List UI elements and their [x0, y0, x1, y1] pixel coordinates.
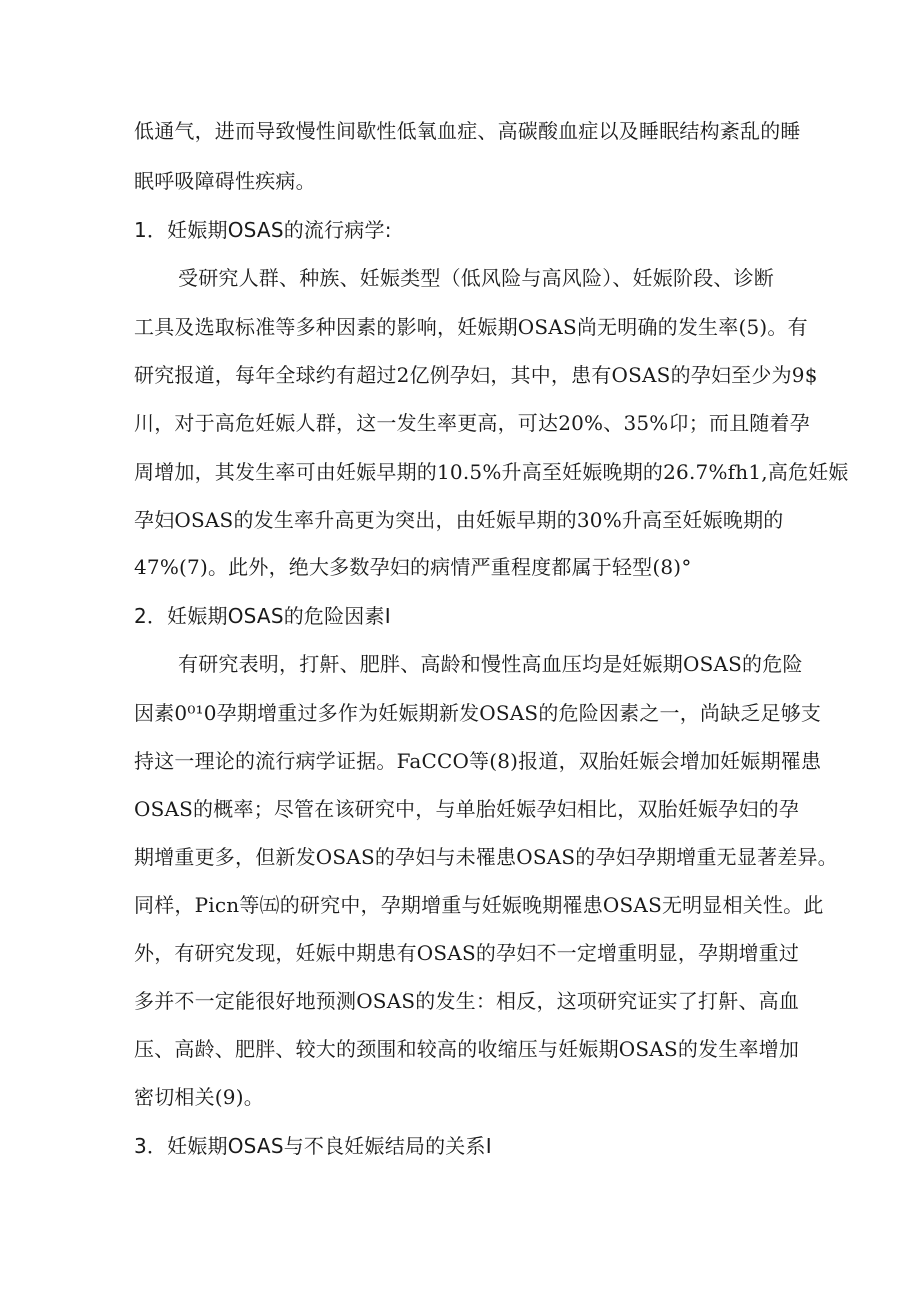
section-2-line-2: 因素0⁰¹0孕期增重过多作为妊娠期新发OSAS的危险因素之一，尚缺乏足够支	[134, 701, 822, 725]
section-1-line-6: 孕妇OSAS的发生率升高更为突出，由妊娠早期的30%升高至妊娠晚期的	[134, 508, 784, 532]
section-2-line-1: 有研究表明，打鼾、肥胖、高龄和慢性高血压均是妊娠期OSAS的危险	[178, 652, 803, 676]
section-2-line-6: 同样，Picn等㈤的研究中，孕期增重与妊娠晚期罹患OSAS无明显相关性。此	[134, 893, 824, 917]
section-2-heading: 2．妊娠期OSAS的危险因素I	[134, 604, 391, 628]
section-1-line-2: 工具及选取标准等多种因素的影响，妊娠期OSAS尚无明确的发生率(5)。有	[134, 315, 808, 339]
intro-line-1: 低通气，进而导致慢性间歇性低氧血症、高碳酸血症以及睡眠结构紊乱的睡	[134, 119, 801, 143]
section-2-line-5: 期增重更多，但新发OSAS的孕妇与未罹患OSAS的孕妇孕期增重无显著差异。	[134, 845, 838, 869]
section-1-heading: 1．妊娠期OSAS的流行病学:	[134, 218, 392, 242]
section-1-line-3: 研究报道，每年全球约有超过2亿例孕妇，其中，患有OSAS的孕妇至少为9$	[134, 363, 818, 387]
section-3-heading: 3．妊娠期OSAS与不良妊娠结局的关系I	[134, 1134, 492, 1158]
section-1-line-5: 周增加，其发生率可由妊娠早期的10.5%升高至妊娠晚期的26.7%fh1,高危妊娠	[134, 460, 849, 484]
intro-line-2: 眠呼吸障碍性疾病。	[134, 169, 316, 193]
section-1-line-1: 受研究人群、种族、妊娠类型（低风险与高风险）、妊娠阶段、诊断	[178, 266, 774, 290]
section-2-line-4: OSAS的概率；尽管在该研究中，与单胎妊娠孕妇相比，双胎妊娠孕妇的孕	[134, 797, 800, 821]
section-2-line-8: 多并不一定能很好地预测OSAS的发生：相反，这项研究证实了打鼾、高血	[134, 989, 800, 1013]
section-2-line-3: 持这一理论的流行病学证据。FaCCO等(8)报道，双胎妊娠会增加妊娠期罹患	[134, 749, 822, 773]
section-1-line-4: 川，对于高危妊娠人群，这一发生率更高，可达20%、35%卬；而且随着孕	[134, 411, 810, 435]
section-2-line-9: 压、高龄、肥胖、较大的颈围和较高的收缩压与妊娠期OSAS的发生率增加	[134, 1037, 800, 1061]
section-2-line-7: 外，有研究发现，妊娠中期患有OSAS的孕妇不一定增重明显，孕期增重过	[134, 941, 800, 965]
section-2-line-10: 密切相关(9)。	[134, 1085, 264, 1109]
section-1-line-7: 47%(7)。此外，绝大多数孕妇的病情严重程度都属于轻型(8)°	[134, 555, 692, 579]
